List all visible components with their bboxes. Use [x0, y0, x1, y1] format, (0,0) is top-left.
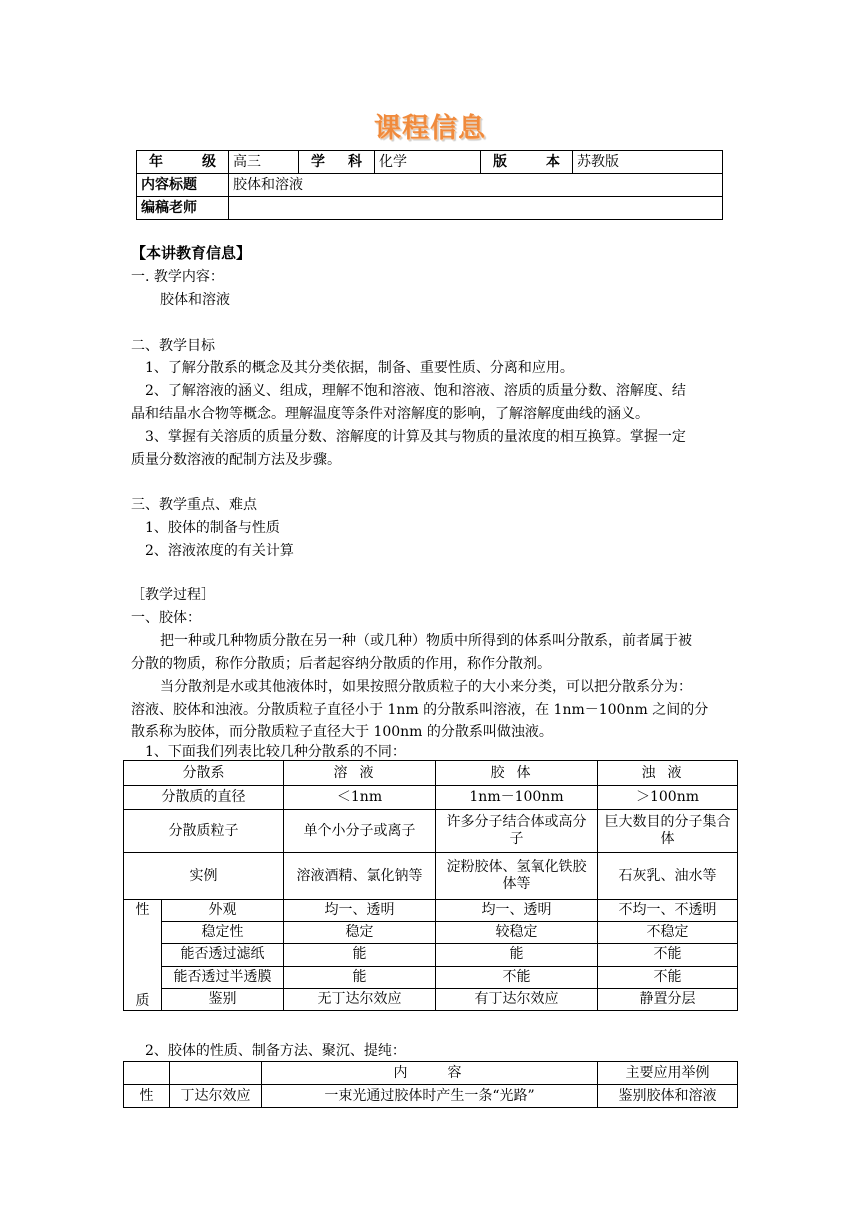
table-cell: [124, 1062, 170, 1085]
key-point-item: 2、溶液浓度的有关计算: [145, 543, 294, 559]
table-cell: 不能: [436, 966, 598, 988]
education-info-header: 【本讲教育信息】: [131, 244, 252, 262]
goals-heading: 二、教学目标: [131, 338, 215, 354]
goal-item-cont: 晶和结晶水合物等概念。理解温度等条件对溶解度的影响，了解溶解度曲线的涵义。: [131, 406, 649, 422]
table-cell: 石灰乳、油水等: [598, 853, 738, 900]
table-cell: 丁达尔效应: [170, 1085, 262, 1108]
colloid-heading: 一、胶体：: [131, 610, 201, 626]
table-cell: 鉴别: [162, 988, 284, 1010]
table-header: 主要应用举例: [598, 1062, 738, 1085]
table-row: [124, 900, 738, 922]
table-cell: 溶液酒精、氯化钠等: [284, 853, 436, 900]
key-point-item: 1、胶体的制备与性质: [145, 520, 280, 536]
table-cell: 分散质粒子: [124, 810, 284, 853]
table-cell: 单个小分子或离子: [284, 810, 436, 853]
group-label-top: 性: [135, 902, 150, 918]
table-cell: 不能: [598, 944, 738, 966]
table-cell: 鉴别胶体和溶液: [598, 1085, 738, 1108]
table-cell: 实例: [124, 853, 284, 900]
grade-value: 高三: [229, 151, 299, 174]
paragraph-line: 散系称为胶体，而分散质粒子直径大于 100nm 的分散系叫做浊液。: [131, 724, 553, 740]
editor-label: 编稿老师: [137, 197, 229, 220]
table1-intro: 1、下面我们列表比较几种分散系的不同：: [145, 744, 406, 760]
edition-value: 苏教版: [573, 151, 723, 174]
table-cell: 能: [284, 944, 436, 966]
table-row: [137, 174, 723, 197]
table-cell: 分散质的直径: [124, 786, 284, 810]
topic-label: 内容标题: [137, 174, 229, 197]
table-cell: 一束光通过胶体时产生一条“光路”: [262, 1085, 598, 1108]
table-cell: 较稳定: [436, 922, 598, 944]
goal-item-cont: 质量分数溶液的配制方法及步骤。: [131, 452, 341, 468]
table-row: [124, 761, 738, 786]
dispersion-comparison-table: [123, 760, 738, 1011]
table-row: [124, 810, 738, 853]
table-cell: ＜1nm: [284, 786, 436, 810]
table-row: [124, 966, 738, 988]
table-cell: 不均一、不透明: [598, 900, 738, 922]
paragraph-line: 当分散剂是水或其他液体时，如果按照分散质粒子的大小来分类，可以把分散系分为：: [160, 679, 692, 695]
goal-item: 1、了解分散系的概念及其分类依据，制备、重要性质、分离和应用。: [145, 360, 574, 376]
paragraph-line: 溶液、胶体和浊液。分散质粒子直径小于 1nm 的分散系叫溶液，在 1nm－100nm 之间的分: [131, 702, 709, 718]
table-row: [124, 1085, 738, 1108]
table-row: [137, 197, 723, 220]
grade-label: 年 级: [137, 151, 229, 174]
goal-item: 2、了解溶液的涵义、组成，理解不饱和溶液、饱和溶液、溶质的质量分数、溶解度、结: [145, 383, 686, 399]
table-header: 内容: [262, 1062, 598, 1085]
table-row: [124, 786, 738, 810]
table-header: 浊液: [598, 761, 738, 786]
table-row: [124, 1062, 738, 1085]
table-cell: 能否透过滤纸: [162, 944, 284, 966]
table-cell: 外观: [162, 900, 284, 922]
paragraph-line: 分散的物质，称作分散质；后者起容纳分散质的作用，称作分散剂。: [131, 656, 551, 672]
subject-label: 学 科: [299, 151, 375, 174]
group-label-bottom: 质: [135, 993, 150, 1009]
document-title: 课程信息: [374, 113, 486, 144]
table-row: [124, 944, 738, 966]
table-cell: 1nm－100nm: [436, 786, 598, 810]
table-cell: 淀粉胶体、氢氧化铁胶体等: [436, 853, 598, 900]
table-row: [124, 853, 738, 900]
table-cell: 均一、透明: [436, 900, 598, 922]
table-cell: 巨大数目的分子集合体: [598, 810, 738, 853]
process-heading: ［教学过程］: [131, 587, 215, 603]
table-cell: 稳定性: [162, 922, 284, 944]
table-header: 溶液: [284, 761, 436, 786]
table-cell: 有丁达尔效应: [436, 988, 598, 1010]
edition-label: 版 本: [481, 151, 573, 174]
table-cell: ＞100nm: [598, 786, 738, 810]
properties-group-label: [124, 900, 162, 1011]
subject-value: 化学: [375, 151, 481, 174]
course-info-table: [136, 150, 723, 220]
table-cell: 能: [436, 944, 598, 966]
table-cell: 不能: [598, 966, 738, 988]
table-cell: 许多分子结合体或高分子: [436, 810, 598, 853]
editor-value: [229, 197, 723, 220]
table2-intro: 2、胶体的性质、制备方法、聚沉、提纯：: [145, 1043, 406, 1059]
table-cell: 静置分层: [598, 988, 738, 1010]
table-cell: 性: [124, 1085, 170, 1108]
content-heading: 一. 教学内容：: [131, 269, 224, 285]
topic-value: 胶体和溶液: [229, 174, 723, 197]
table-header: 胶体: [436, 761, 598, 786]
colloid-properties-table: [123, 1061, 738, 1108]
key-points-heading: 三、教学重点、难点: [131, 497, 257, 513]
table-cell: 能: [284, 966, 436, 988]
table-cell: [170, 1062, 262, 1085]
content-body: 胶体和溶液: [160, 292, 230, 308]
table-row: [137, 151, 723, 174]
table-header: 分散系: [124, 761, 284, 786]
goal-item: 3、掌握有关溶质的质量分数、溶解度的计算及其与物质的量浓度的相互换算。掌握一定: [145, 429, 686, 445]
table-cell: 无丁达尔效应: [284, 988, 436, 1010]
paragraph-line: 把一种或几种物质分散在另一种（或几种）物质中所得到的体系叫分散系，前者属于被: [160, 633, 692, 649]
table-row: [124, 922, 738, 944]
table-cell: 均一、透明: [284, 900, 436, 922]
table-cell: 不稳定: [598, 922, 738, 944]
table-cell: 稳定: [284, 922, 436, 944]
table-cell: 能否透过半透膜: [162, 966, 284, 988]
table-row: [124, 988, 738, 1010]
